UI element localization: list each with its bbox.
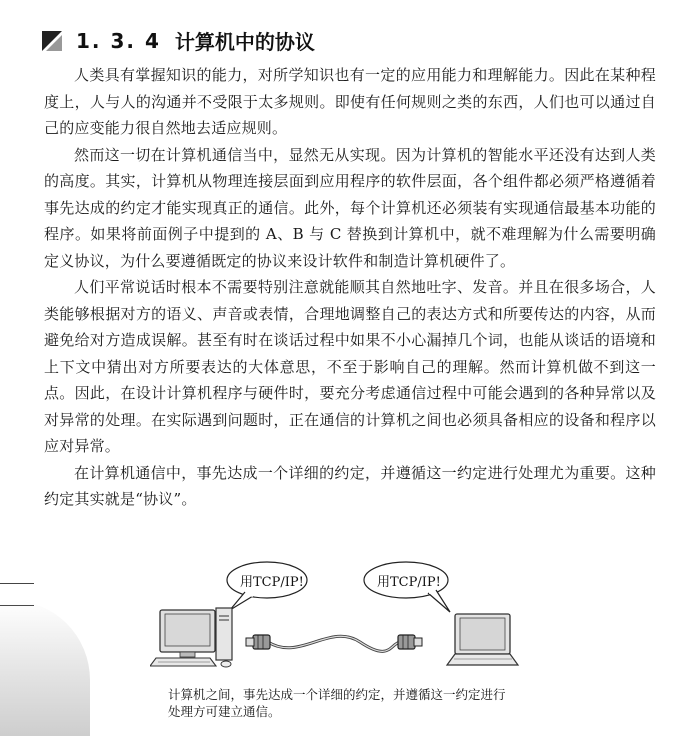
paragraph-1: 人类具有掌握知识的能力，对所学知识也有一定的应用能力和理解能力。因此在某种程度上，人与人的沟通并不受限于太多规则。即使有任何规则之类的东西，人们也可以通过自己的应变能力很自然地去适应规则。 bbox=[44, 66, 656, 137]
desktop-computer-icon bbox=[150, 608, 232, 667]
section-heading bbox=[42, 26, 315, 55]
figure-caption bbox=[168, 686, 588, 720]
paragraph-3: 人们平常说话时根本不需要特别注意就能顺其自然地吐字、发音。并且在很多场合，人类能够根据对方的语义、声音或表情，合理地调整自己的表达方式和所要传达的内容，从而避免给对方造成误解。甚至有时在谈话过程中如果不小心漏掉几个词，也能从谈话的语境和上下文中猜出对方所要表达的大体意思，不至于影响自己的理解。然而计算机做不到这一点。因此，在设计计算机程序与硬件时，要充分考虑通信过程中可能会遇到的各种异常以及对异常的处理。在实际遇到问题时，正在通信的计算机之间也必须具备相应的设备和程序以应对异常。 bbox=[44, 278, 656, 455]
speech-bubble-right-text: 用TCP/IP! bbox=[377, 575, 441, 590]
figure-illustration bbox=[150, 552, 550, 677]
caption-line-2: 处理方可建立通信。 bbox=[168, 704, 281, 719]
paragraph-2: 然而这一切在计算机通信当中，显然无从实现。因为计算机的智能水平还没有达到人类的高度。其实，计算机从物理连接层面到应用程序的软件层面，各个组件都必须严格遵循着事先达成的约定才能实现真正的通信。此外，每个计算机还必须装有实现通信最基本功能的程序。如果将前面例子中提到的 A、B 与 C 替换到计算机中，就不难理解为什么需要明确定义协议，为什么要遵循既定的协议来设计软件和制造计算机硬件了。 bbox=[44, 145, 656, 270]
section-number: 1. 3. 4 bbox=[76, 28, 161, 53]
body-text bbox=[44, 62, 656, 513]
paragraph-4: 在计算机通信中，事先达成一个详细的约定，并遵循这一约定进行处理尤为重要。这种约定其实就是“协议”。 bbox=[44, 463, 656, 508]
caption-line-1: 计算机之间，事先达成一个详细的约定，并遵循这一约定进行 bbox=[168, 687, 506, 702]
laptop-computer-icon bbox=[447, 614, 518, 665]
section-title: 计算机中的协议 bbox=[174, 30, 315, 54]
speech-bubble-left-text: 用TCP/IP! bbox=[240, 575, 304, 590]
figure-drawing bbox=[150, 552, 550, 677]
margin-rule bbox=[0, 583, 34, 584]
network-cable-icon bbox=[246, 635, 422, 651]
section-triangle-icon bbox=[42, 31, 62, 51]
page-watermark-shade bbox=[0, 600, 90, 736]
